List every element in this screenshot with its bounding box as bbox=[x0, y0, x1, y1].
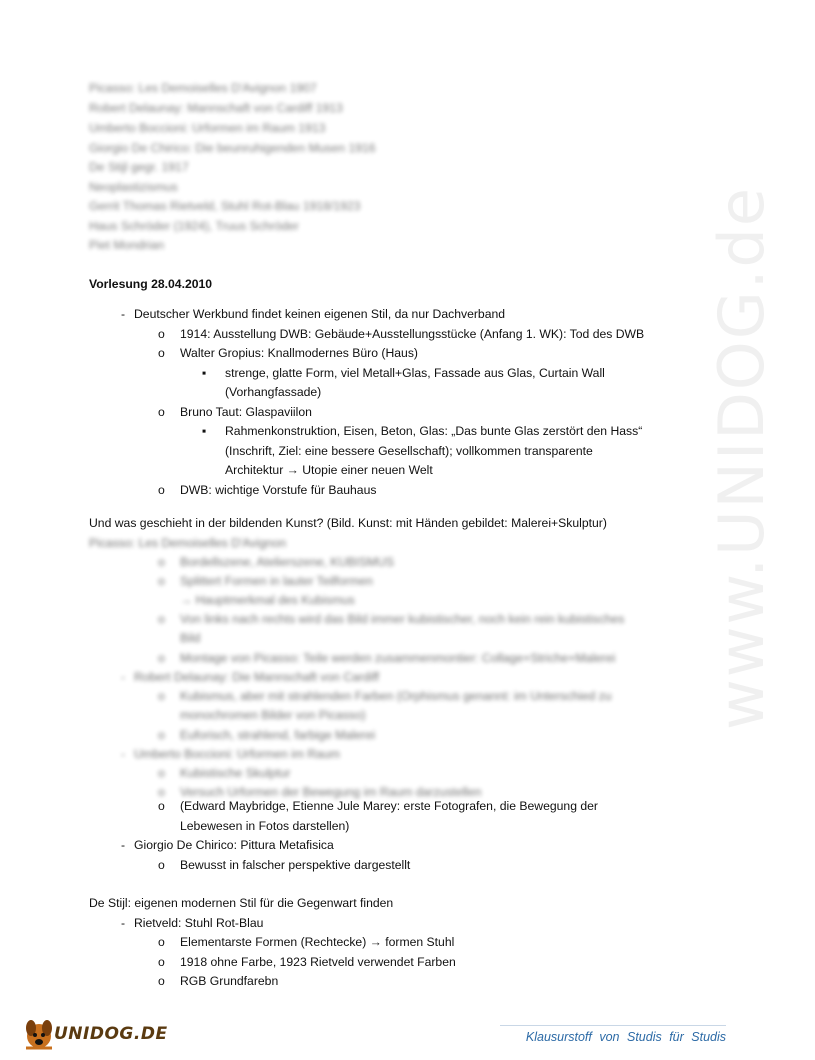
section-intro: De Stijl: eigenen modernen Stil für die Gegenwart finden bbox=[89, 896, 394, 910]
text-line: Lebewesen in Fotos darstellen) bbox=[180, 819, 350, 833]
footer-divider bbox=[500, 1025, 726, 1026]
circle-bullet: o bbox=[158, 974, 165, 988]
blurred-line: Kubismus, aber mit strahlenden Farben (Orphismus genannt: im Unterschied zu bbox=[180, 689, 612, 703]
blurred-line: Bild bbox=[180, 631, 201, 645]
text-line: DWB: wichtige Vorstufe für Bauhaus bbox=[180, 483, 377, 497]
blurred-line: Robert Delaunay: Die Mannschaft von Cardiff bbox=[134, 670, 380, 684]
blurred-line: Umberto Boccioni: Urformen im Raum 1913 bbox=[89, 121, 326, 135]
blurred-line: Giorgio De Chirico: Die beunruhigenden Musen 1916 bbox=[89, 141, 376, 155]
text-line: Bruno Taut: Glaspaviilon bbox=[180, 405, 312, 419]
blurred-line: Picasso: Les Demoiselles D'Avignon 1907 bbox=[89, 81, 317, 95]
dash-bullet: - bbox=[121, 670, 126, 684]
blurred-line: Splittert Formen in lauter Teilformen bbox=[180, 574, 373, 588]
text-line: (Vorhangfassade) bbox=[225, 385, 322, 399]
logo-text: UNIDOG.DE bbox=[54, 1024, 168, 1044]
blurred-line: Von links nach rechts wird das Bild immer kubistischer, noch kein rein kubistisches bbox=[180, 612, 625, 626]
text-line: Rahmenkonstruktion, Eisen, Beton, Glas: „Das bunte Glas zerstört den Hass“ bbox=[225, 424, 643, 438]
circle-bullet: o bbox=[158, 955, 165, 969]
text-line: Architektur → Utopie einer neuen Welt bbox=[225, 463, 433, 477]
blurred-line: Gerrit Thomas Rietveld, Stuhl Rot-Blau 1918/1923 bbox=[89, 199, 361, 213]
text-line: 1914: Ausstellung DWB: Gebäude+Ausstellungsstücke (Anfang 1. WK): Tod des DWB bbox=[180, 327, 645, 341]
blurred-line: Umberto Boccioni: Urformen im Raum bbox=[134, 747, 340, 761]
dash-bullet: - bbox=[121, 307, 126, 321]
dash-bullet: - bbox=[121, 747, 126, 761]
circle-bullet: o bbox=[158, 612, 165, 626]
circle-bullet: o bbox=[158, 405, 165, 419]
circle-bullet: o bbox=[158, 799, 165, 813]
blurred-line: Neoplastizismus bbox=[89, 180, 178, 194]
blurred-line: Kubistische Skulptur bbox=[180, 766, 291, 780]
circle-bullet: o bbox=[158, 327, 165, 341]
blurred-line: Montage von Picasso: Teile werden zusammenmontier: Collage+Striche+Malerei bbox=[180, 651, 616, 665]
footer-tagline: Klausurstoff von Studis für Studis bbox=[525, 1030, 726, 1044]
circle-bullet: o bbox=[158, 651, 165, 665]
section-intro: Und was geschieht in der bildenden Kunst? (Bild. Kunst: mit Händen gebildet: Malerei+Skulptur) bbox=[89, 516, 607, 530]
watermark: www.UNIDOG.de bbox=[705, 186, 778, 730]
text-line: Walter Gropius: Knallmodernes Büro (Haus) bbox=[180, 346, 418, 360]
dash-bullet: - bbox=[121, 916, 126, 930]
text-line: strenge, glatte Form, viel Metall+Glas, Fassade aus Glas, Curtain Wall bbox=[225, 366, 605, 380]
lecture-title: Vorlesung 28.04.2010 bbox=[89, 277, 213, 291]
text-line: 1918 ohne Farbe, 1923 Rietveld verwendet Farben bbox=[180, 955, 456, 969]
blurred-line: → Hauptmerkmal des Kubismus bbox=[180, 593, 355, 607]
circle-bullet: o bbox=[158, 858, 165, 872]
text-line: Bewusst in falscher perspektive dargestellt bbox=[180, 858, 411, 872]
blurred-line: Robert Delaunay: Mannschaft von Cardiff 1913 bbox=[89, 101, 343, 115]
text-line: (Inschrift, Ziel: eine bessere Gesellschaft); vollkommen transparente bbox=[225, 444, 593, 458]
blurred-line: monochromen Bilder von Picasso) bbox=[180, 708, 366, 722]
text-line: (Edward Maybridge, Etienne Jule Marey: erste Fotografen, die Bewegung der bbox=[180, 799, 598, 813]
circle-bullet: o bbox=[158, 555, 165, 569]
text-line: RGB Grundfarebn bbox=[180, 974, 279, 988]
circle-bullet: o bbox=[158, 935, 165, 949]
blurred-line: De Stijl gegr. 1917 bbox=[89, 160, 189, 174]
circle-bullet: o bbox=[158, 689, 165, 703]
dash-bullet: - bbox=[121, 838, 126, 852]
circle-bullet: o bbox=[158, 346, 165, 360]
circle-bullet: o bbox=[158, 785, 165, 799]
blurred-line: Bordellszene, Atelierszene, KUBISMUS bbox=[180, 555, 395, 569]
blurred-line: Picasso: Les Demoiselles D'Avignon bbox=[89, 536, 287, 550]
circle-bullet: o bbox=[158, 483, 165, 497]
circle-bullet: o bbox=[158, 766, 165, 780]
blurred-line: Piet Mondrian bbox=[89, 238, 165, 252]
blurred-line: Euforisch, strahlend, farbige Malerei bbox=[180, 728, 376, 742]
square-bullet: ▪ bbox=[202, 366, 207, 380]
blurred-line: Versuch Urformen der Bewegung im Raum darzustellen bbox=[180, 785, 482, 799]
square-bullet: ▪ bbox=[202, 424, 207, 438]
blurred-line: Haus Schröder (1924), Truus Schröder bbox=[89, 219, 299, 233]
text-line: Deutscher Werkbund findet keinen eigenen Stil, da nur Dachverband bbox=[134, 307, 506, 321]
circle-bullet: o bbox=[158, 728, 165, 742]
text-line: Elementarste Formen (Rechtecke) → formen Stuhl bbox=[180, 935, 455, 949]
text-line: Rietveld: Stuhl Rot-Blau bbox=[134, 916, 264, 930]
text-line: Giorgio De Chirico: Pittura Metafisica bbox=[134, 838, 334, 852]
circle-bullet: o bbox=[158, 574, 165, 588]
